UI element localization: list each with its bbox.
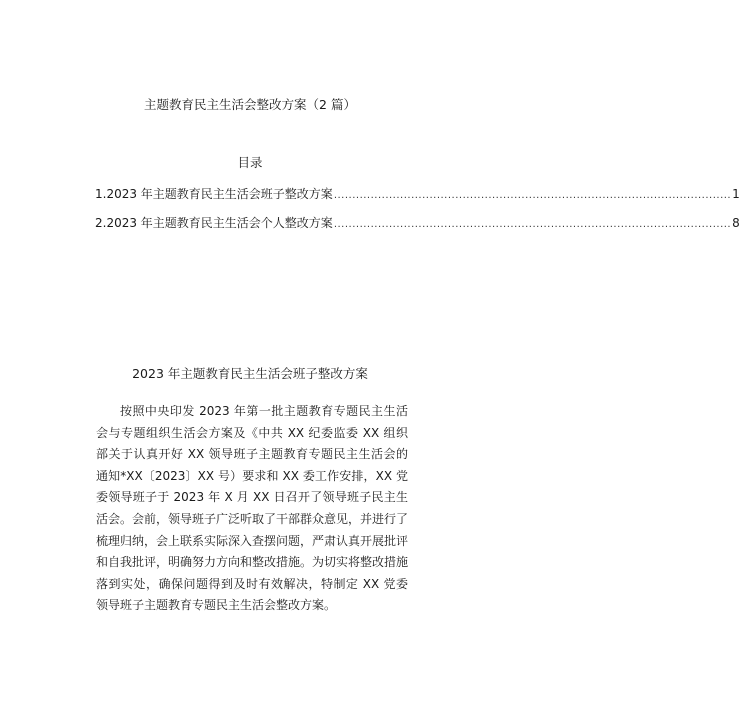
toc-heading: 目录 xyxy=(237,155,263,170)
document-title: 主题教育民主生活会整改方案（2 篇） xyxy=(144,97,356,112)
toc-entry-1[interactable] xyxy=(95,186,740,202)
table-of-contents xyxy=(95,186,740,244)
toc-entry-page: 1 xyxy=(732,187,740,201)
body-paragraph: 按照中央印发 2023 年第一批主题教育专题民主生活会与专题组织生活会方案及《中共 XX 纪委监委 XX 组织部关于认真开好 XX 领导班子主题教育专题民主生活会的通知*XX〔2023〕XX 号）要求和 XX 委工作安排，XX 党委领导班子于 2023 年 X 月 XX 日召开了领导班子民主生活会。会前，领导班子广泛听取了干部群众意见，并进行了梳理归纳，会上联系实际深入查摆问题，严肃认真开展批评和自我批评，明确努力方向和整改措施。为切实将整改措施落到实处，确保问题得到及时有效解决，特制定 XX 党委领导班子主题教育专题民主生活会整改方案。 xyxy=(96,404,409,613)
toc-leader-dots: ............................................................................................................ xyxy=(333,219,732,230)
toc-leader-dots: ............................................................................................................ xyxy=(333,190,732,201)
toc-entry-2[interactable] xyxy=(95,215,740,231)
toc-entry-label: 1.2023 年主题教育民主生活会班子整改方案 xyxy=(95,187,333,201)
toc-entry-label: 2.2023 年主题教育民主生活会个人整改方案 xyxy=(95,216,333,230)
toc-entry-page: 8 xyxy=(732,216,740,230)
section-title: 2023 年主题教育民主生活会班子整改方案 xyxy=(132,366,368,381)
